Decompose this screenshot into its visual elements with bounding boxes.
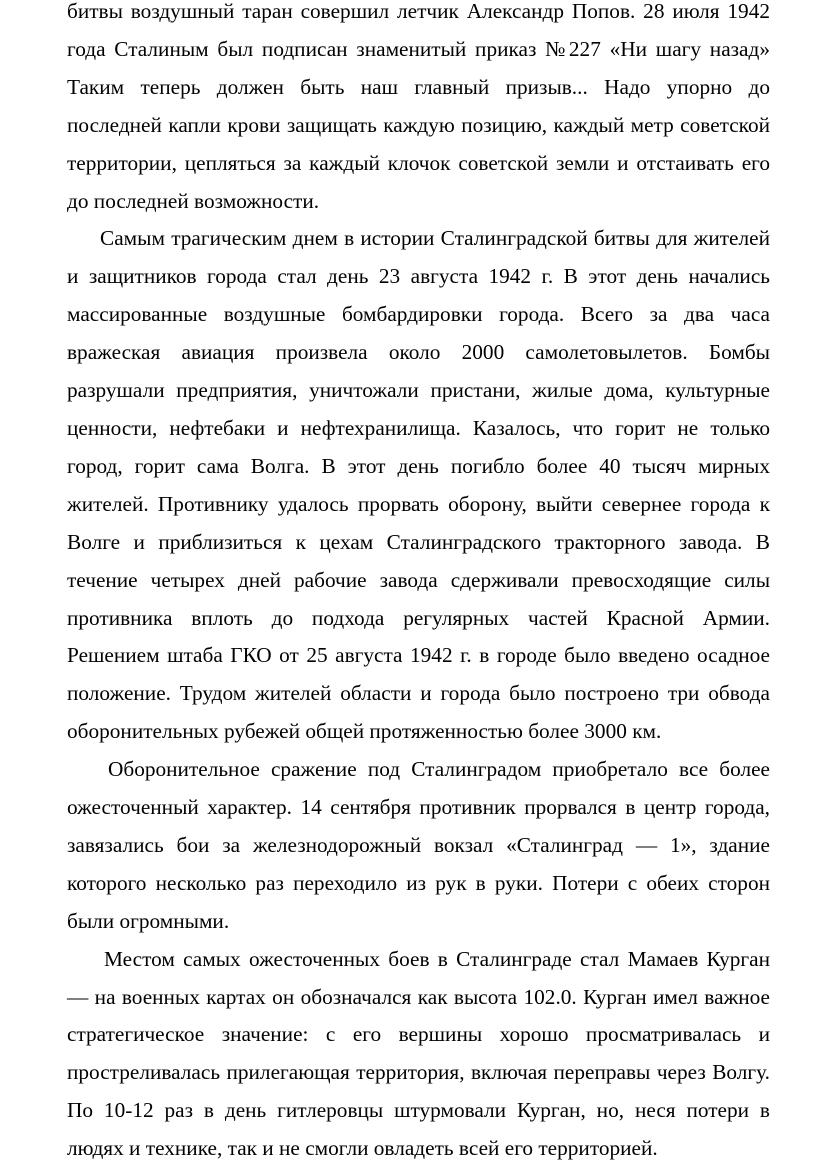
paragraph-continuation: битвы воздушный таран совершил летчик Александр Попов. 28 июля 1942 года Сталиным был подписан знаменитый приказ №227 «Ни шагу назад» Таким теперь должен быть наш главный призыв... Надо упорно до последней капли крови защищать каждую позицию, каждый метр советской территории, цепляться за каждый клочок советской земли и отстаивать его до последней возможности.	[67, 0, 770, 213]
document-body	[67, 0, 770, 1168]
paragraph-mamayev-kurgan: Местом самых ожесточенных боев в Сталинграде стал Мамаев Курган — на военных картах он обозначался как высота 102.0. Курган имел важное стратегическое значение: с его вершины хорошо просматривалась и простреливалась прилегающая территория, включая переправы через Волгу. По 10-12 раз в день гитлеровцы штурмовали Курган, но, неся потери в людях и технике, так и не смогли овладеть всей его территорией.	[67, 946, 770, 1161]
paragraph-defensive-battle: Оборонительное сражение под Сталинградом приобретало все более ожесточенный характер. 14 сентября противник прорвался в центр города, завязались бои за железнодорожный вокзал «Сталинград — 1», здание которого несколько раз переходило из рук в руки. Потери с обеих сторон были огромными.	[67, 757, 770, 933]
paragraph-august-23: Самым трагическим днем в истории Сталинградской битвы для жителей и защитников города стал день 23 августа 1942 г. В этот день начались массированные воздушные бомбардировки города. Всего за два часа вражеская авиация произвела около 2000 самолетовылетов. Бомбы разрушали предприятия, уничтожали пристани, жилые дома, культурные ценности, нефтебаки и нефтехранилища. Казалось, что горит не только город, горит сама Волга. В этот день погибло более 40 тысяч мирных жителей. Противнику удалось прорвать оборону, выйти севернее города к Волге и приблизиться к цехам Сталинградского тракторного завода. В течение четырех дней рабочие завода сдерживали превосходящие силы противника вплоть до подхода регулярных частей Красной Армии. Решением штаба ГКО от 25 августа 1942 г. в городе было введено осадное положение. Трудом жителей области и города было построено три обвода оборонительных рубежей общей протяженностью более 3000 км.	[67, 226, 770, 744]
